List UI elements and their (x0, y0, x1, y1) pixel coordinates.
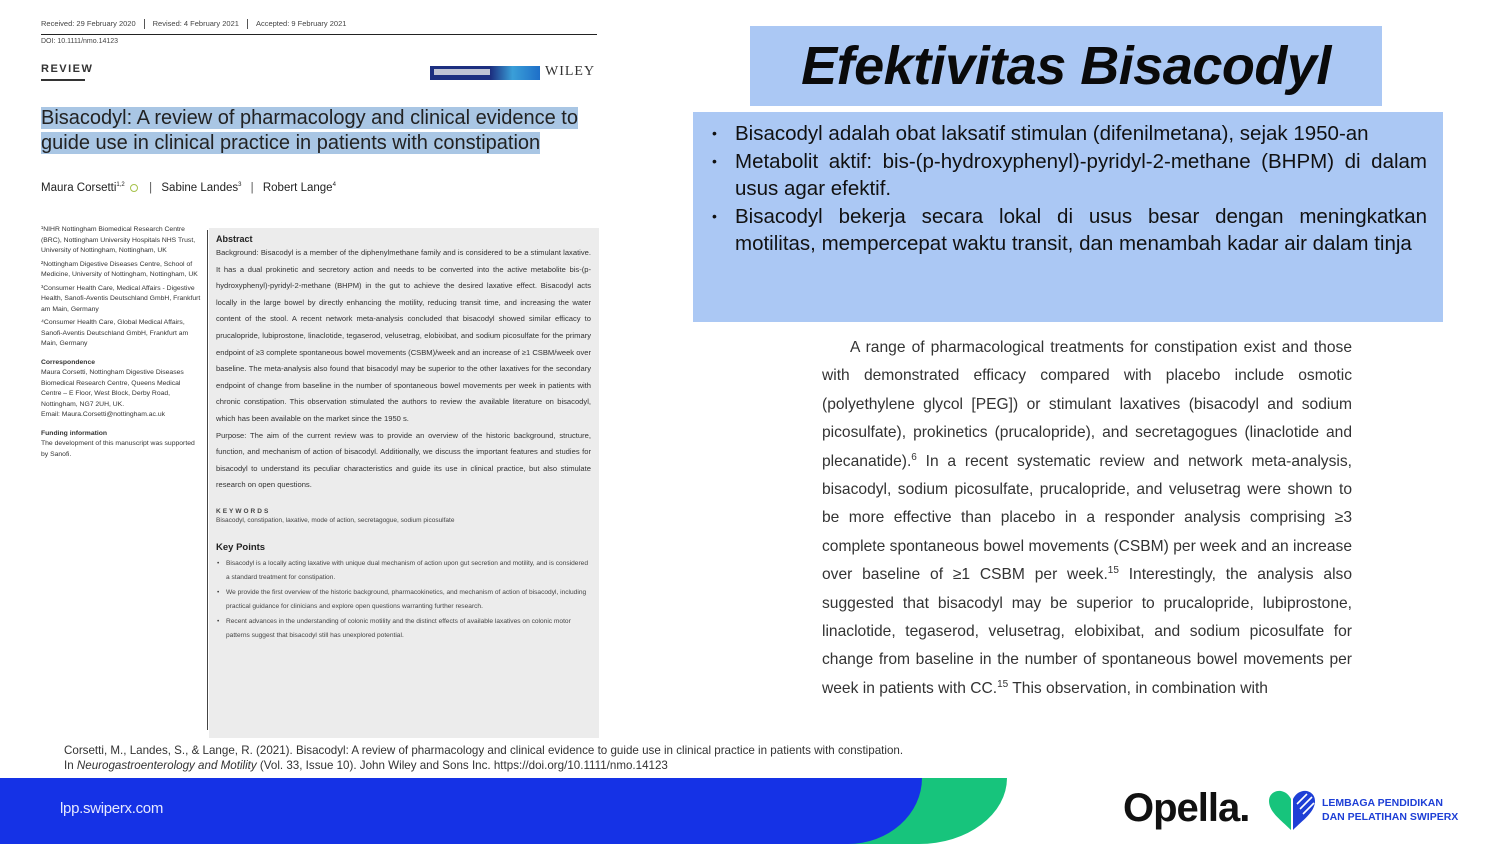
paper-excerpt (822, 334, 1352, 703)
citation-text: (Vol. 33, Issue 10). John Wiley and Sons Inc. https://doi.org/10.1111/nmo.14123 (256, 759, 668, 772)
abstract-background: Background: Bisacodyl is a member of the diphenylmethane family and is considered to be a stimulant laxative. It has a dual prokinetic and secretory action and needs to be converted into the active metabolite bis-(p-hydroxyphenyl)-pyridyl-2-methane (BHPM) in the gut to achieve the desired laxative effect. Bisacodyl acts locally in the large bowel by directly enhancing the motility, reducing transit time, and increasing the water content of the stool. A recent network meta-analysis concluded that bisacodyl showed similar efficacy to prucalopride, lubiprostone, linaclotide, tegaserod, velusetrag, elobixibat, and sodium picosulfate for the primary endpoint of ≥3 complete spontaneous bowel movements (CSBM)/week and an increase of ≥1 CSBM/week over baseline. The meta-analysis also found that bisacodyl may be superior to the other laxatives for the secondary endpoint of change from baseline in the number of spontaneous bowel movements per week in patients with chronic constipation. This observation stimulated the authors to review the available literature on bisacodyl, which has been available on the market since the 1950 s. (216, 248, 591, 423)
paper-screenshot (30, 10, 605, 738)
affiliation: ⁴Consumer Health Care, Global Medical Affairs, Sanofi-Aventis Deutschland GmbH, Frankfurt am Main, Germany (41, 319, 189, 347)
citation-journal: Neurogastroenterology and Motility (76, 759, 257, 772)
keywords: Bisacodyl, constipation, laxative, mode of action, secretagogue, sodium picosulfate (216, 516, 455, 524)
excerpt-text: Interestingly, the analysis also suggested that bisacodyl may be superior to prucalopride, lubiprostone, linaclotide, tegaserod, velusetrag, elobixibat, and sodium picosulfate for change from baseline in the number of spontaneous bowel movements per week in patients with CC. (822, 566, 1352, 697)
funding-text: The development of this manuscript was supported by Sanofi. (41, 440, 195, 458)
revised-date: Revised: 4 February 2021 (152, 19, 239, 28)
heart-logo-icon (1267, 790, 1317, 832)
lpp-wordmark (1322, 797, 1458, 824)
opella-logo: Opella. (1123, 786, 1250, 830)
author-list: Maura Corsetti$^{1,2}$ | Sabine Landes$^3$ | Robert Lange$^4$ (41, 182, 336, 194)
key-point: • We provide the first overview of the historic background, pharmacokinetics, and mechanism of action of bisacodyl, including practical guidance for clinicians and explore open questions warranting further research. (216, 586, 591, 615)
author-name: Sabine Landes (161, 182, 239, 194)
correspondence-heading: Correspondence (41, 358, 96, 366)
accepted-date: Accepted: 9 February 2021 (255, 19, 347, 28)
abstract-heading: Abstract (216, 234, 253, 244)
key-point: • Bisacodyl is a locally acting laxative with unique dual mechanism of action upon gut secretion and motility, and is considered a standard treatment for constipation. (216, 557, 591, 586)
affiliation: ¹NIHR Nottingham Biomedical Research Centre (BRC), Nottingham University Hospitals NHS Trust, University of Nottingham, Nottingham, UK (41, 226, 196, 254)
publisher-logo: WILEY (545, 64, 596, 79)
header-rule (41, 34, 597, 35)
citation-text: Corsetti, M., Landes, S., & Lange, R. (2021). Bisacodyl: A review of pharmacology and clinical evidence to guide use in clinical practice in patients with constipation. In (64, 744, 904, 772)
summary-bullet: • Bisacodyl bekerja secara lokal di usus besar dengan meningkatkan motilitas, mempercepat waktu transit, dan menambah kadar air dalam tinja (709, 203, 1427, 258)
section-underline (41, 79, 85, 81)
key-points-heading: Key Points (216, 541, 266, 553)
funding-heading: Funding information (41, 429, 108, 437)
slide-title: Efektivitas Bisacodyl (801, 36, 1331, 96)
author-name: Maura Corsetti (41, 182, 117, 194)
keywords-heading: KEYWORDS (216, 507, 271, 515)
lpp-line-2: DAN PELATIHAN SWIPERX (1322, 810, 1459, 823)
excerpt-text: This observation, in combination with (1008, 679, 1268, 697)
key-points-list (216, 557, 591, 644)
affiliation: ²Nottingham Digestive Diseases Centre, School of Medicine, University of Nottingham, Nottingham, UK (41, 260, 198, 278)
affiliation: ³Consumer Health Care, Medical Affairs - Digestive Health, Sanofi-Aventis Deutschland GmbH, Frankfurt am Main, Germany (41, 284, 201, 313)
orcid-icon (130, 184, 138, 192)
journal-logo (430, 66, 540, 80)
paper-dates (41, 19, 346, 29)
summary-box (693, 112, 1443, 322)
abstract-box (209, 228, 599, 738)
section-label: REVIEW (41, 63, 94, 75)
paper-title (41, 106, 581, 156)
key-point: • Recent advances in the understanding of colonic motility and the distinct effects of available laxatives on colonic motor patterns suggest that bisacodyl still has unexplored potential. (216, 615, 591, 644)
received-date: Received: 29 February 2020 (41, 19, 136, 28)
abstract-purpose: Purpose: The aim of the current review was to provide an overview of the historic background, structure, function, and mechanism of action of bisacodyl. Additionally, we discuss the important features and studies for bisacodyl to understand its peculiar characteristics and guide its use in clinical practice, but also stimulate research on open questions. (216, 430, 591, 490)
correspondence-email: Email: Maura.Corsetti@nottingham.ac.uk (41, 411, 166, 418)
author-affiliation-sup: 4 (332, 182, 336, 189)
highlighted-title: Bisacodyl: A review of pharmacology and clinical evidence to guide use in clinical practice in patients with constipation (41, 107, 578, 154)
reference-sup: 15 (1107, 565, 1119, 577)
lpp-line-1: LEMBAGA PENDIDIKAN (1322, 797, 1443, 809)
summary-bullet: • Bisacodyl adalah obat laksatif stimulan (difenilmetana), sejak 1950-an (709, 120, 1427, 148)
excerpt-text: A range of pharmacological treatments for constipation exist and those with demonstrated efficacy compared with placebo include osmotic (polyethylene glycol [PEG]) or stimulant laxatives (bisacodyl and sodium picosulfate), prokinetics (prucalopride), and secretagogues (linaclotide and plecanatide). (822, 339, 1352, 470)
summary-list (709, 120, 1427, 258)
column-divider (207, 230, 208, 730)
author-affiliation-sup: 1,2 (116, 182, 125, 189)
reference-sup: 15 (997, 678, 1009, 690)
footer-url[interactable]: lpp.swiperx.com (60, 800, 164, 817)
excerpt-text: In a recent systematic review and network meta-analysis, bisacodyl, sodium picosulfate, prucalopride, and velusetrag were shown to be more effective than placebo in a responder analysis comprising ≥3 complete spontaneous bowel movements (CSBM) per week and an increase over baseline of ≥1 CSBM per week. (822, 452, 1352, 584)
heart-left-half (1269, 791, 1291, 830)
correspondence-text: Maura Corsetti, Nottingham Digestive Diseases Biomedical Research Centre, Queens Medical Centre – E Floor, West Block, Derby Road, Nottingham, NG7 2UH, UK. Email: Maura.Corsetti@nottingham.ac.uk (41, 369, 184, 418)
reference-sup: 6 (911, 451, 917, 463)
paper-doi: DOI: 10.1111/nmo.14123 (41, 38, 119, 45)
citation (64, 743, 904, 773)
slide-title-box (750, 26, 1382, 106)
summary-bullet: • Metabolit aktif: bis-(p-hydroxyphenyl)-pyridyl-2-methane (BHPM) di dalam usus agar efektif. (709, 148, 1427, 203)
affiliations-column (41, 225, 201, 463)
author-name: Robert Lange (262, 182, 333, 194)
author-affiliation-sup: 3 (238, 182, 242, 189)
